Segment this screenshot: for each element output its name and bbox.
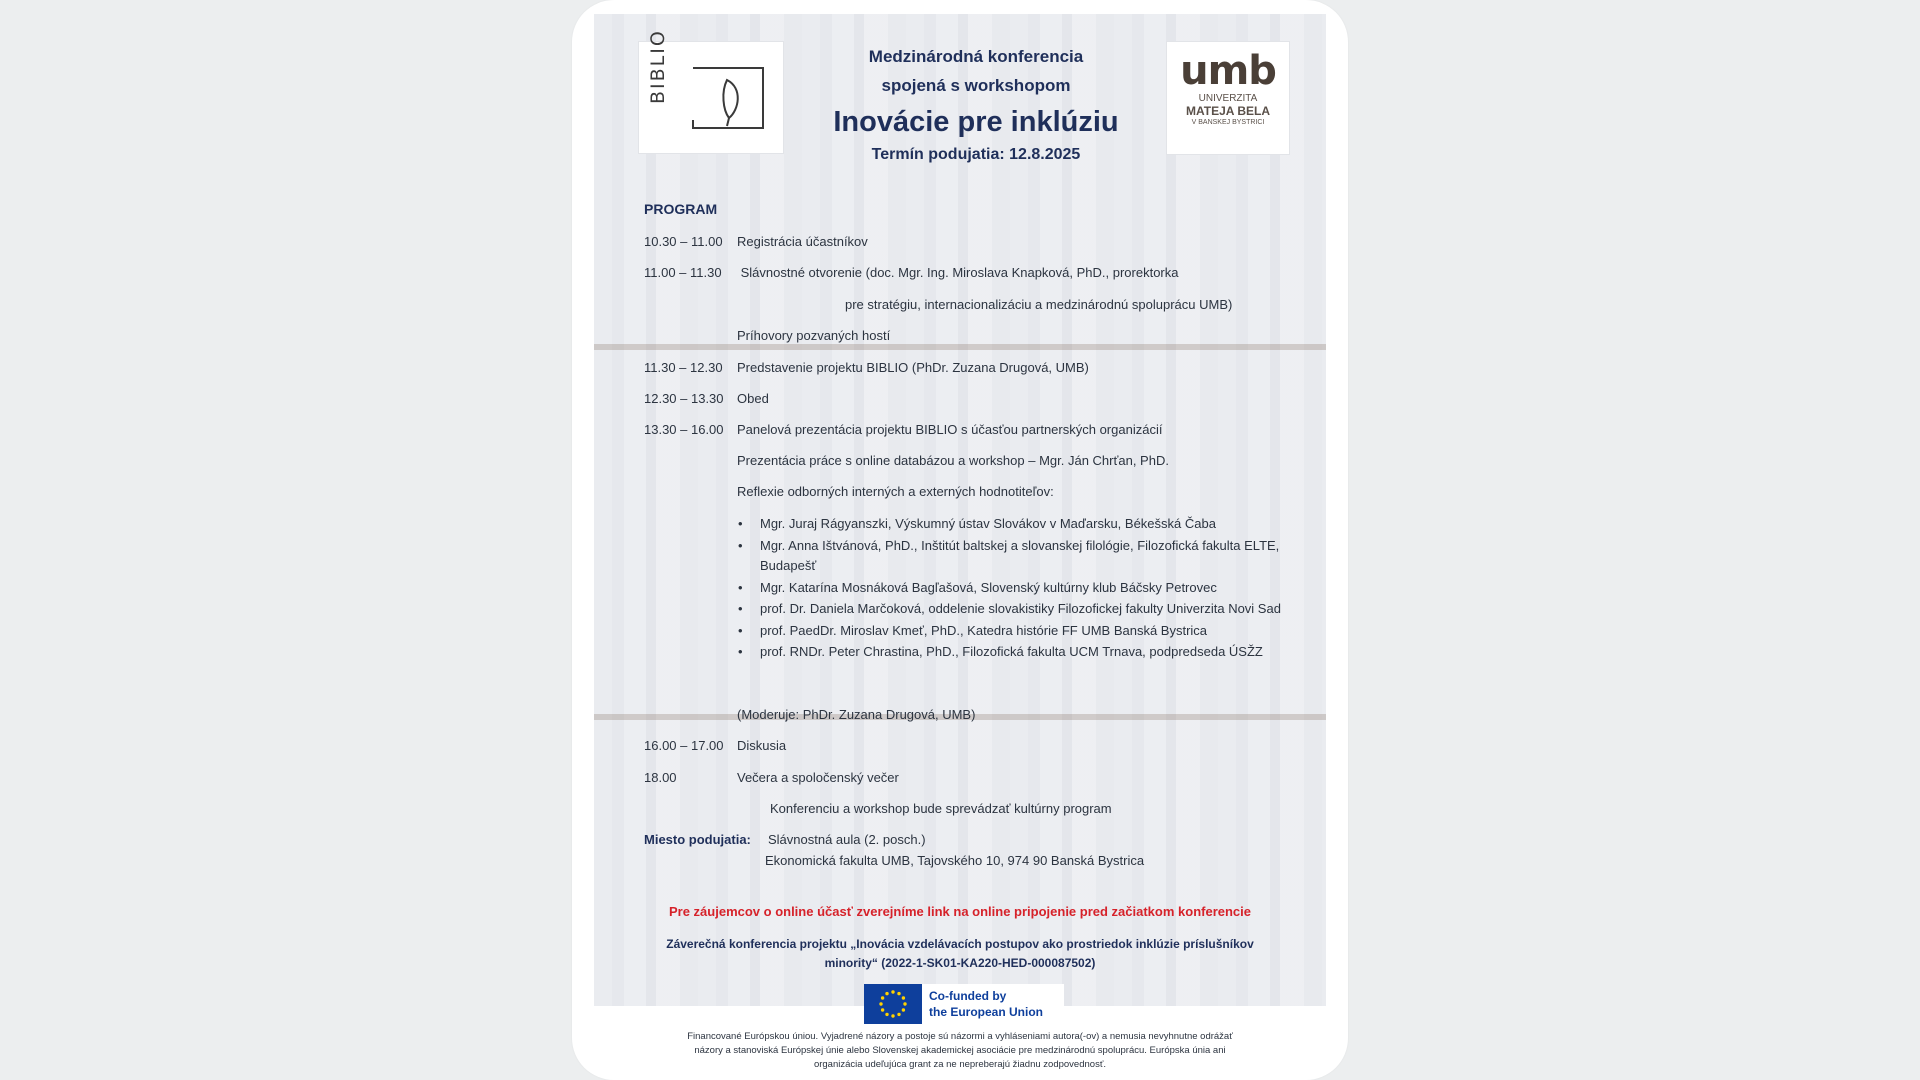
program-time: 18.00 — [644, 770, 677, 785]
reviewers-list — [736, 514, 1292, 664]
program-item-sub: Prezentácia práce s online databázou a workshop – Mgr. Ján Chrťan, PhD. — [737, 453, 1169, 468]
shelf-divider — [594, 344, 1326, 350]
list-item: • prof. PaedDr. Miroslav Kmeť, PhD., Katedra histórie FF UMB Banská Bystrica — [736, 621, 1292, 642]
online-notice: Pre záujemcov o online účasť zverejníme link na online pripojenie pred začiatkom konferencie — [668, 904, 1252, 919]
program-item-sub: Príhovory pozvaných hostí — [737, 328, 891, 343]
funding-disclaimer — [646, 1030, 1274, 1072]
program-time: 10.30 – 11.00 — [644, 234, 723, 249]
program-item: Diskusia — [737, 738, 787, 753]
list-item: • prof. RNDr. Peter Chrastina, PhD., Filozofická fakulta UCM Trnava, podpredseda ÚSŽZ — [736, 642, 1292, 663]
program-item: Slávnostné otvorenie (doc. Mgr. Ing. Miroslava Knapková, PhD., prorektorka — [737, 265, 1179, 280]
eu-cofunded-text — [929, 988, 1043, 1020]
eu-flag-icon — [864, 984, 922, 1024]
list-item: • Mgr. Juraj Rágyanszki, Výskumný ústav Slovákov v Maďarsku, Békešská Čaba — [736, 514, 1292, 535]
umb-logo — [1166, 41, 1290, 155]
disclaimer-line: organizácia udeľujúca grant za ne nepreberajú žiadnu zodpovednosť. — [813, 1059, 1107, 1070]
list-item: • Mgr. Katarína Mosnáková Bagľašová, Slovenský kultúrny klub Báčsky Petrovec — [736, 578, 1292, 599]
program-item-sub: Reflexie odborných interných a externých hodnotiteľov: — [737, 484, 1054, 499]
program-item: Predstavenie projektu BIBLIO (PhDr. Zuzana Drugová, UMB) — [737, 360, 1089, 375]
biblio-logo — [638, 29, 784, 154]
umb-logo-line: V BANSKEJ BYSTRICI — [1191, 119, 1265, 127]
eu-text-line: the European Union — [929, 1005, 1043, 1019]
umb-logo-line: MATEJA BELA — [1186, 103, 1270, 118]
program-time: 11.30 – 12.30 — [644, 360, 723, 375]
disclaimer-line: názory a stanoviská Európskej únie alebo Slovenskej akademickej asociácie pre medzinárodnú spoluprácu. Európska únia ani — [694, 1045, 1226, 1056]
program-heading: PROGRAM — [644, 201, 718, 217]
program-time: 13.30 – 16.00 — [644, 422, 724, 437]
list-item: • Mgr. Anna Ištvánová, PhD., Inštitút baltskej a slovanskej filológie, Filozofická fakulta ELTE, Budapešť — [736, 536, 1292, 577]
event-poster — [572, 0, 1348, 1080]
eu-cofunded-badge — [864, 984, 1064, 1024]
eu-text-line: Co-funded by — [929, 989, 1007, 1003]
final-line: Záverečná konferencia projektu „Inovácia vzdelávacích postupov ako prostriedok inklúzie príslušníkov — [666, 937, 1254, 951]
quill-icon — [683, 58, 769, 136]
list-item: • prof. Dr. Daniela Marčoková, oddelenie slovakistiky Filozofickej fakulty Univerzita Novi Sad — [736, 599, 1292, 620]
final-conference-note — [644, 935, 1276, 973]
program-time: 11.00 – 11.30 — [644, 265, 722, 280]
program-item: Večera a spoločenský večer — [737, 770, 899, 785]
umb-logo-line: UNIVERZITA — [1198, 93, 1258, 104]
venue-line: Slávnostná aula (2. posch.) — [768, 832, 926, 847]
umb-logo-mark: umb — [1180, 48, 1276, 94]
program-time: 16.00 – 17.00 — [644, 738, 724, 753]
subtitle-line: spojená s workshopom — [881, 76, 1071, 95]
conference-title: Inovácie pre inklúziu — [833, 106, 1119, 138]
program-item-continued: pre stratégiu, internacionalizáciu a medzinárodnú spoluprácu UMB) — [845, 297, 1233, 312]
disclaimer-line: Financované Európskou úniou. Vyjadrené názory a postoje sú názormi a vyhláseniami autora(-ov) a nemusia nevyhnutne odrážať — [687, 1031, 1233, 1042]
program-time: 12.30 – 13.30 — [644, 391, 724, 406]
program-item: Obed — [737, 391, 769, 406]
program-item: Registrácia účastníkov — [737, 234, 868, 249]
final-line: minority“ (2022-1-SK01-KA220-HED-000087502) — [824, 956, 1096, 970]
venue-label: Miesto podujatia: — [644, 832, 751, 847]
moderator-note: (Moderuje: PhDr. Zuzana Drugová, UMB) — [737, 707, 976, 722]
cultural-program-note: Konferenciu a workshop bude sprevádzať kultúrny program — [770, 801, 1112, 816]
event-date: Termín podujatia: 12.8.2025 — [871, 146, 1081, 163]
program-item: Panelová prezentácia projektu BIBLIO s účasťou partnerských organizácií — [737, 422, 1163, 437]
biblio-logo-text: BIBLIO — [647, 29, 669, 104]
conference-header — [792, 42, 1160, 164]
subtitle-line: Medzinárodná konferencia — [868, 47, 1084, 66]
venue-line: Ekonomická fakulta UMB, Tajovského 10, 974 90 Banská Bystrica — [765, 853, 1145, 868]
